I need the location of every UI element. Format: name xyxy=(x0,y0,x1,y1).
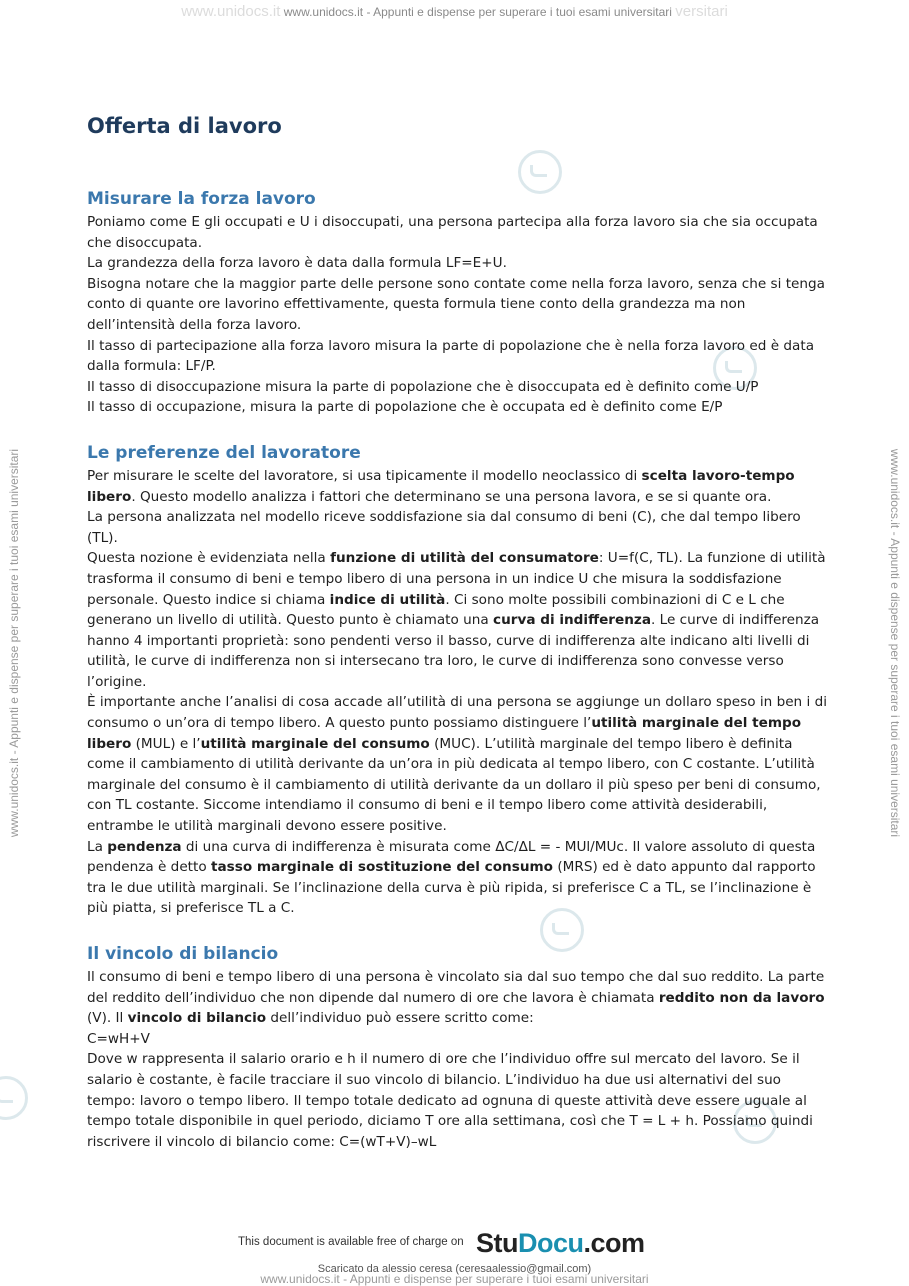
bold-term: tasso marginale di sostituzione del consumo xyxy=(210,859,554,876)
paragraph: Il tasso di disoccupazione misura la parte di popolazione che è disoccupata ed è definito come U/P xyxy=(87,378,759,395)
paragraph: La pendenza di una curva di indifferenza è misurata come ΔC/ΔL = - MUl/MUc. Il valore assoluto di questa pendenza è detto tasso marginale di sostituzione del consumo (MRS) ed è dato appunto dal rapporto tra le due utilità marginali. Se l’inclinazione della curva è più ripida, si preferisce C a TL, se l’inclinazione è più piatta, si preferisce TL a C. xyxy=(87,838,816,917)
right-side-watermark xyxy=(881,0,909,1286)
section-misurare-forza-lavoro xyxy=(87,186,827,418)
bold-term: scelta lavoro-tempo libero xyxy=(87,467,795,505)
section-heading: Il vincolo di bilancio xyxy=(87,944,279,964)
bold-term: vincolo di bilancio xyxy=(127,1010,267,1027)
bold-term: utilità marginale del tempo libero xyxy=(87,715,802,752)
bold-term: reddito non da lavoro xyxy=(658,989,825,1006)
availability-text: This document is available free of charge on xyxy=(238,1236,464,1248)
paragraph: Questa nozione è evidenziata nella funzione di utilità del consumatore: U=f(C, TL). La funzione di utilità trasforma il consumo di beni e tempo libero di una persona in un indice U che misura la soddisfazione personale. Questo indice si chiama indice di utilità. Ci sono molte possibili combinazioni di C e L che generano un livello di utilità. Questo punto è chiamato una curva di indifferenza. Le curve di indifferenza hanno 4 importanti proprietà: sono pendenti verso il basso, curve di indifferenza alte indicano alti livelli di utilità, le curve di indifferenza non si intersecano tra loro, le curve di indifferenza sono convesse verso l’origine. xyxy=(87,550,826,690)
bold-term: curva di indifferenza xyxy=(493,612,651,629)
document-body xyxy=(87,112,827,1174)
top-watermark-banner xyxy=(0,3,909,20)
right-side-watermark-text: www.unidocs.it - Appunti e dispense per superare i tuoi esami universitari xyxy=(888,448,902,838)
bottom-watermark-banner: www.unidocs.it - Appunti e dispense per superare i tuoi esami universitari xyxy=(260,1272,649,1286)
formula: C=wH+V xyxy=(87,1030,150,1047)
bold-term: indice di utilità xyxy=(329,591,446,608)
paragraph: Dove w rappresenta il salario orario e h il numero di ore che l’individuo offre sul mercato del lavoro. Se il salario è costante, è facile tracciare il suo vincolo di bilancio. L’individuo ha due usi alternativi del suo tempo: lavoro o tempo libero. Il tempo totale dedicato ad ognuna di queste attività deve essere uguale al tempo totale disponibile in quel periodo, diciamo T ore alla settimana, così che T = L + h. Possiamo quindi riscrivere il vincolo di bilancio come: C=(wT+V)–wL xyxy=(87,1051,813,1150)
paragraph: Il tasso di occupazione, misura la parte di popolazione che è occupata ed è definito come E/P xyxy=(87,399,723,416)
paragraph: Il tasso di partecipazione alla forza lavoro misura la parte di popolazione che è nella forza lavoro ed è data dalla formula: LF/P. xyxy=(87,337,815,375)
download-credit: Scaricato da alessio ceresa (ceresaalessio@gmail.com) xyxy=(317,1263,592,1275)
bold-term: funzione di utilità del consumatore xyxy=(330,550,599,567)
paragraph: È importante anche l’analisi di cosa accade all’utilità di una persona se aggiunge un dollaro speso in ben i di consumo o un’ora di tempo libero. A questo punto possiamo distinguere l’utilità marginale del tempo libero (MUL) e l’utilità marginale del consumo (MUC). L’utilità marginale del tempo libero è definita come il cambiamento di utilità derivante da un’ora in più dedicata al tempo libero, con C costante. L’utilità marginale del consumo è il cambiamento di utilità derivante da un dollaro il più speso per beni di consumo, con TL costante. Siccome intendiamo il consumo di beni e il tempo libero come attività desiderabili, entrambe le utilità marginali devono essere positive. xyxy=(87,694,827,835)
document-title: Offerta di lavoro xyxy=(87,114,282,138)
paragraph: Poniamo come E gli occupati e U i disoccupati, una persona partecipa alla forza lavoro sia che sia occupata che disoccupata. xyxy=(87,214,818,251)
bold-term: pendenza xyxy=(107,838,182,855)
top-watermark-ghost-right: versitari xyxy=(675,3,728,20)
paragraph: Il consumo di beni e tempo libero di una persona è vincolato sia dal suo tempo che dal suo reddito. La parte del reddito dell’individuo che non dipende dal numero di ore che lavora è chiamata reddito non da lavoro (V). Il vincolo di bilancio dell’individuo può essere scritto come: xyxy=(87,969,825,1027)
logo-part-com: .com xyxy=(583,1228,645,1258)
studocu-logo-link[interactable] xyxy=(476,1228,645,1259)
top-watermark-ghost-left: www.unidocs.it xyxy=(181,3,281,20)
section-heading: Misurare la forza lavoro xyxy=(87,189,316,209)
left-side-watermark-text: www.unidocs.it - Appunti e dispense per superare i tuoi esami universitari xyxy=(7,448,21,838)
logo-part-docu: Docu xyxy=(518,1228,584,1258)
paragraph: La grandezza della forza lavoro è data dalla formula LF=E+U. xyxy=(87,255,507,272)
section-vincolo-bilancio xyxy=(87,941,827,1152)
paragraph: Bisogna notare che la maggior parte delle persone sono contate come nella forza lavoro, senza che si tenga conto di quante ore lavorino effettivamente, questa formula tiene conto della grandezza ma non dell’intensità della forza lavoro. xyxy=(87,275,825,333)
top-watermark-text: www.unidocs.it - Appunti e dispense per superare i tuoi esami universitari xyxy=(283,5,672,19)
paragraph: Per misurare le scelte del lavoratore, si usa tipicamente il modello neoclassico di scelta lavoro-tempo libero. Questo modello analizza i fattori che determinano se una persona lavora, e se si quante ora. xyxy=(87,467,795,505)
bold-term: utilità marginale del consumo xyxy=(200,735,430,752)
paragraph: La persona analizzata nel modello riceve soddisfazione sia dal consumo di beni (C), che dal tempo libero (TL). xyxy=(87,509,801,546)
footer-availability xyxy=(0,1228,909,1258)
logo-part-stu: Stu xyxy=(476,1228,518,1258)
section-heading: Le preferenze del lavoratore xyxy=(87,442,361,463)
section-preferenze-lavoratore xyxy=(87,440,827,919)
